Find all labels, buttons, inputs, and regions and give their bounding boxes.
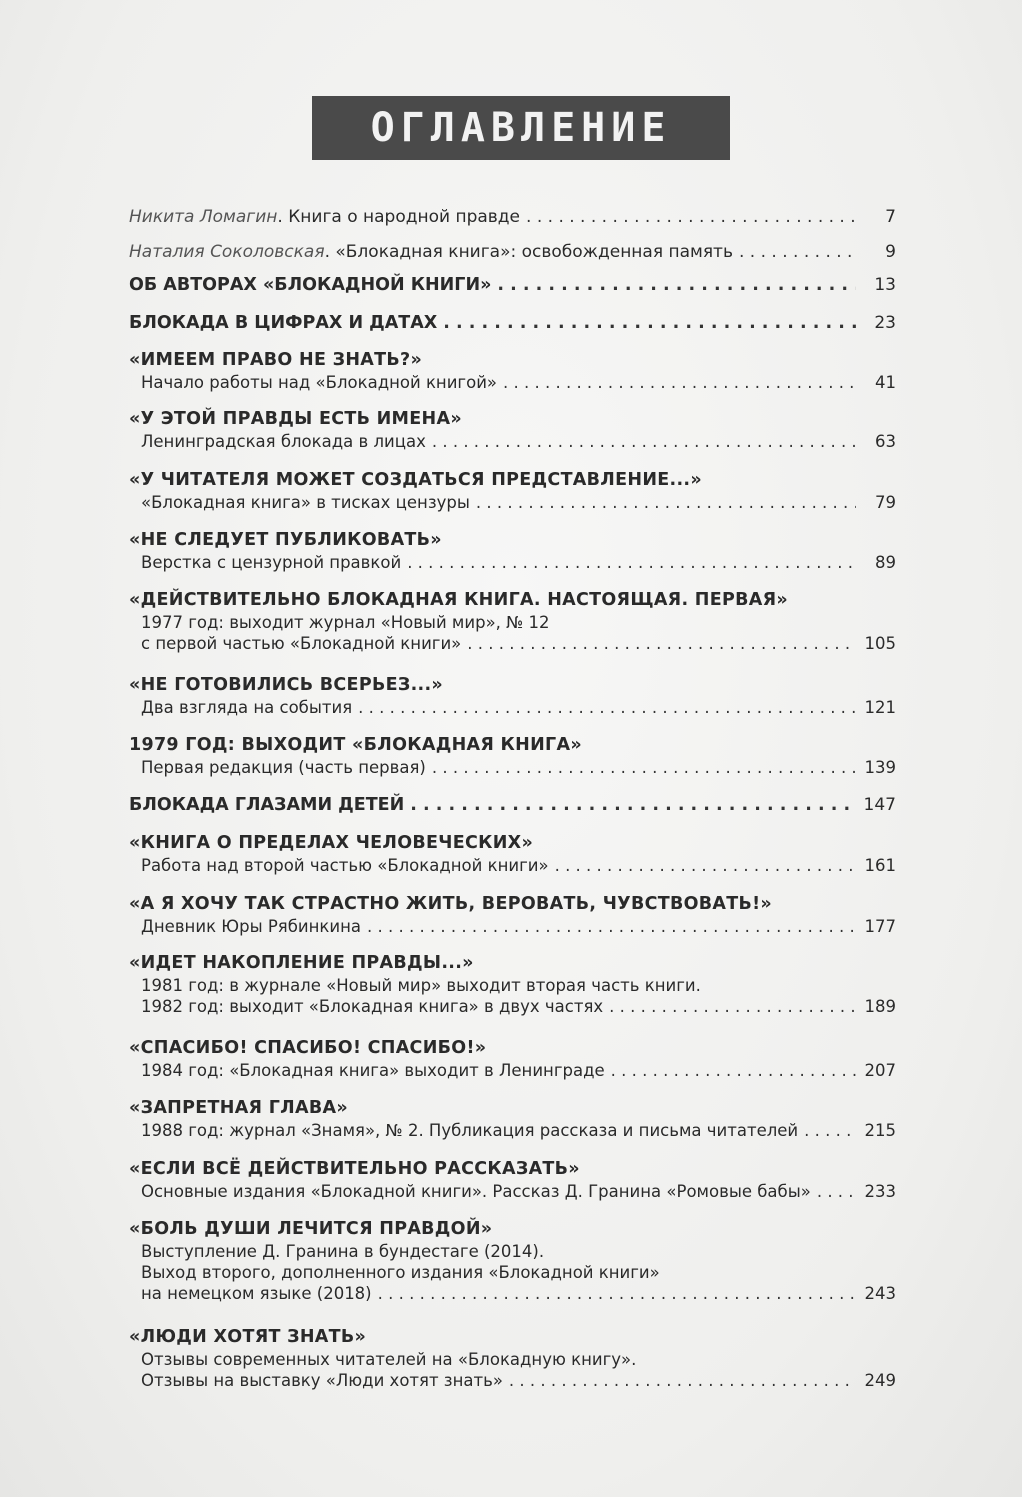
page-number: 139 [864, 758, 896, 777]
title-banner [312, 96, 730, 160]
section-subtitle-line [129, 1120, 896, 1141]
toc-section-entry [129, 1157, 896, 1202]
dot-leader [497, 273, 856, 297]
dot-leader [611, 1060, 856, 1081]
section-subtitle: Отзывы современных читателей на «Блокадную книгу». [141, 1350, 637, 1369]
intro-title: . «Блокадная книга»: освобожденная память [324, 242, 733, 262]
page-number: 249 [864, 1371, 896, 1390]
dot-leader [526, 200, 856, 235]
section-subtitle: «Блокадная книга» в тисках цензуры [141, 493, 470, 512]
dot-leader [467, 633, 856, 654]
section-heading: «У ЧИТАТЕЛЯ МОЖЕТ СОЗДАТЬСЯ ПРЕДСТАВЛЕНИЕ...» [129, 470, 702, 490]
section-subtitle: 1977 год: выходит журнал «Новый мир», № 12 [141, 613, 550, 632]
toc-section-entry [129, 892, 896, 937]
section-subtitle: Выступление Д. Гранина в бундестаге (2014). [141, 1242, 545, 1261]
section-subtitle-line [129, 552, 896, 573]
dot-leader [432, 757, 856, 778]
section-heading: «СПАСИБО! СПАСИБО! СПАСИБО!» [129, 1038, 487, 1058]
page-title: ОГЛАВЛЕНИЕ [370, 105, 672, 151]
intro-text [129, 235, 733, 270]
toc-section-line [129, 273, 896, 297]
section-heading: «НЕ ГОТОВИЛИСЬ ВСЕРЬЕЗ...» [129, 675, 444, 695]
page-number: 7 [885, 207, 896, 227]
intro-author: Наталия Соколовская [129, 242, 325, 262]
section-subtitle-line [129, 757, 896, 778]
section-heading: «КНИГА О ПРЕДЕЛАХ ЧЕЛОВЕЧЕСКИХ» [129, 833, 534, 853]
section-heading: «ДЕЙСТВИТЕЛЬНО БЛОКАДНАЯ КНИГА. НАСТОЯЩАЯ. ПЕРВАЯ» [129, 590, 788, 610]
page-number: 207 [864, 1061, 896, 1080]
section-subtitle: Отзывы на выставку «Люди хотят знать» [141, 1371, 503, 1390]
section-subtitle: Основные издания «Блокадной книги». Рассказ Д. Гранина «Ромовые бабы» [141, 1182, 811, 1201]
section-subtitle: 1982 год: выходит «Блокадная книга» в двух частях [141, 997, 604, 1016]
section-subtitle: Работа над второй частью «Блокадной книги» [141, 856, 549, 875]
section-heading: «А Я ХОЧУ ТАК СТРАСТНО ЖИТЬ, ВЕРОВАТЬ, ЧУВСТВОВАТЬ!» [129, 894, 773, 914]
section-heading: «ИДЕТ НАКОПЛЕНИЕ ПРАВДЫ...» [129, 953, 474, 973]
toc-section-entry [129, 1036, 896, 1081]
section-subtitle-line [129, 372, 896, 393]
section-heading: «ИМЕЕМ ПРАВО НЕ ЗНАТЬ?» [129, 350, 423, 370]
toc-section-entry [129, 273, 896, 297]
section-subtitle: Верстка с цензурной правкой [141, 553, 402, 572]
page-number: 79 [875, 493, 896, 512]
page-number: 13 [874, 275, 896, 295]
dot-leader [503, 372, 856, 393]
toc-section-entry [129, 793, 896, 817]
page-number: 9 [885, 242, 896, 262]
dot-leader [509, 1370, 856, 1391]
section-subtitle: Дневник Юры Рябинкина [141, 917, 361, 936]
page-number: 243 [864, 1284, 896, 1303]
page-number: 105 [864, 634, 896, 653]
section-subtitle: 1984 год: «Блокадная книга» выходит в Ленинграде [141, 1061, 605, 1080]
section-subtitle-line [129, 1370, 896, 1391]
section-heading: «НЕ СЛЕДУЕТ ПУБЛИКОВАТЬ» [129, 530, 442, 550]
page-number: 233 [864, 1182, 896, 1201]
toc-section-line [129, 311, 896, 335]
section-heading: «ЗАПРЕТНАЯ ГЛАВА» [129, 1098, 348, 1118]
section-subtitle: Два взгляда на события [141, 698, 353, 717]
section-subtitle-line [129, 1283, 896, 1304]
section-subtitle: Первая редакция (часть первая) [141, 758, 426, 777]
page-number: 63 [875, 432, 896, 451]
page-number: 177 [864, 917, 896, 936]
page-number: 161 [864, 856, 896, 875]
section-subtitle: Ленинградская блокада в лицах [141, 432, 426, 451]
dot-leader [378, 1283, 856, 1304]
toc-section-entry [129, 673, 896, 718]
toc-section-entry [129, 468, 896, 513]
dot-leader [739, 235, 856, 270]
page-number: 215 [864, 1121, 896, 1140]
section-subtitle: 1981 год: в журнале «Новый мир» выходит вторая часть книги. [141, 976, 701, 995]
section-heading: 1979 ГОД: ВЫХОДИТ «БЛОКАДНАЯ КНИГА» [129, 735, 582, 755]
section-subtitle: Выход второго, дополненного издания «Блокадной книги» [141, 1263, 660, 1282]
toc-section-entry [129, 528, 896, 573]
dot-leader [804, 1120, 856, 1141]
toc-section-entry [129, 588, 896, 654]
table-of-contents [129, 200, 896, 1390]
toc-section-entry [129, 1325, 896, 1391]
section-heading: «ЛЮДИ ХОТЯТ ЗНАТЬ» [129, 1327, 367, 1347]
section-subtitle-line [129, 697, 896, 718]
section-subtitle-line [129, 492, 896, 513]
section-subtitle-line [129, 1181, 896, 1202]
section-subtitle: Начало работы над «Блокадной книгой» [141, 373, 498, 392]
toc-section-entry [129, 733, 896, 778]
dot-leader [476, 492, 856, 513]
dot-leader [407, 552, 856, 573]
section-subtitle: на немецком языке (2018) [141, 1284, 372, 1303]
page-number: 147 [863, 795, 896, 815]
dot-leader [609, 996, 856, 1017]
dot-leader [367, 916, 856, 937]
section-subtitle: 1988 год: журнал «Знамя», № 2. Публикация рассказа и письма читателей [141, 1121, 799, 1140]
dot-leader [432, 431, 856, 452]
page-number: 89 [875, 553, 896, 572]
section-subtitle-line [129, 1060, 896, 1081]
page-number: 23 [874, 313, 896, 333]
dot-leader [410, 793, 856, 817]
section-heading: «У ЭТОЙ ПРАВДЫ ЕСТЬ ИМЕНА» [129, 409, 462, 429]
section-subtitle-line [129, 633, 896, 654]
intro-text [129, 200, 520, 235]
section-heading: «ЕСЛИ ВСЁ ДЕЙСТВИТЕЛЬНО РАССКАЗАТЬ» [129, 1159, 580, 1179]
intro-author: Никита Ломагин [129, 207, 278, 227]
toc-section-entry [129, 1217, 896, 1304]
toc-section-entry [129, 831, 896, 876]
section-heading: «БОЛЬ ДУШИ ЛЕЧИТСЯ ПРАВДОЙ» [129, 1219, 493, 1239]
dot-leader [443, 311, 856, 335]
toc-section-entry [129, 311, 896, 335]
page-number: 121 [864, 698, 896, 717]
toc-section-entry [129, 348, 896, 393]
section-subtitle-line [129, 996, 896, 1017]
toc-section-entry [129, 1096, 896, 1141]
toc-intro-entry [129, 200, 896, 235]
intro-title: . Книга о народной правде [277, 207, 521, 227]
section-subtitle: с первой частью «Блокадной книги» [141, 634, 462, 653]
section-subtitle-line [129, 431, 896, 452]
page-number: 189 [864, 997, 896, 1016]
toc-section-entry [129, 407, 896, 452]
section-subtitle-line [129, 855, 896, 876]
toc-section-entry [129, 951, 896, 1017]
dot-leader [555, 855, 856, 876]
section-subtitle-line [129, 916, 896, 937]
toc-section-line [129, 793, 896, 817]
dot-leader [358, 697, 856, 718]
dot-leader [817, 1181, 856, 1202]
toc-intro-entry [129, 235, 896, 270]
section-heading: ОБ АВТОРАХ «БЛОКАДНОЙ КНИГИ» [129, 275, 492, 295]
section-heading: БЛОКАДА ГЛАЗАМИ ДЕТЕЙ [129, 795, 405, 815]
section-heading: БЛОКАДА В ЦИФРАХ И ДАТАХ [129, 313, 438, 333]
page-number: 41 [875, 373, 896, 392]
